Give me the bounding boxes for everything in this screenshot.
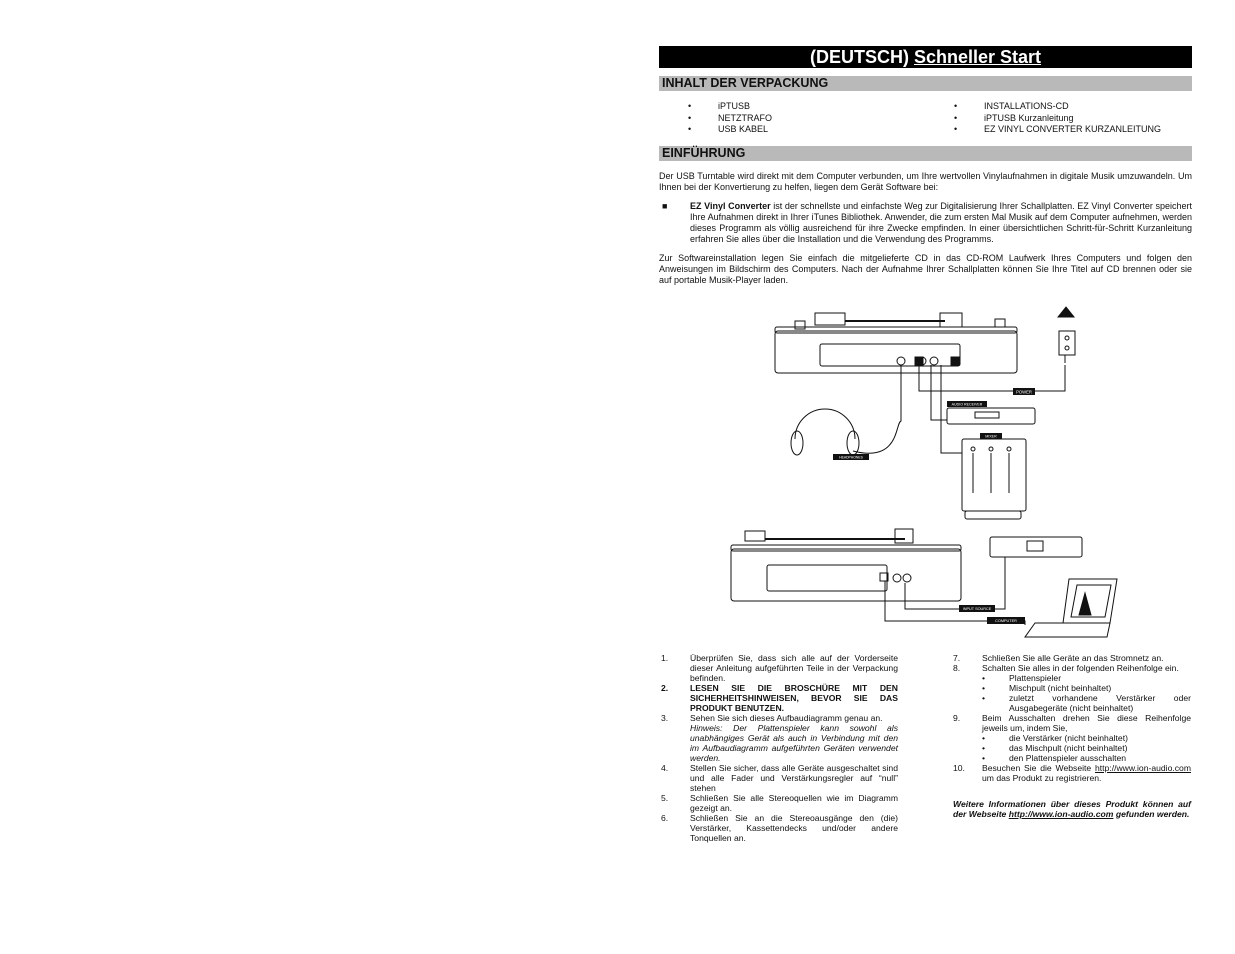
label-headphones: HEADPHONES (839, 455, 863, 460)
steps-right-column (953, 653, 1191, 819)
more-info-note: Weitere Informationen über dieses Produkt können auf der Webseite http://www.ion-audio.com gefunden werden. (953, 799, 1191, 819)
input-source-device (990, 537, 1082, 557)
contents-left-column (659, 101, 925, 136)
headphones (791, 365, 901, 455)
list-item: • USB KABEL (659, 124, 925, 136)
step-9: 9. Beim Ausschalten drehen Sie diese Reihenfolge jeweils um, indem Sie, (953, 713, 1191, 733)
ez-vinyl-text: ist der schnellste und einfachste Weg zur Digitalisierung Ihrer Schallplatten. EZ Vinyl Converter speichert Ihre Aufnahmen direkt in Ihrer iTunes Bibliothek. Anwender, die zum ersten Mal Musik auf dem Computer aufnehmen, werden dieses Programm als völlig ausreichend für ihre Zwecke empfinden. In einer übersichtlichen Schritt-für-Schritt Kurzanleitung erfahren Sie alles über die Installation und die Verwendung des Programms. (690, 200, 1193, 244)
ez-vinyl-bullet (659, 201, 1192, 245)
list-item: • iPTUSB (659, 101, 925, 113)
step-3: 3. Sehen Sie sich dieses Aufbaudiagramm genau an. Hinweis: Der Plattenspieler kann sowohl als unabhängiges Gerät als auch in Verbindung mit den im Aufbaudiagramm aufgeführten Geräten verwendet werden. (661, 713, 898, 763)
list-item: • Plattenspieler (953, 673, 1191, 683)
list-item: • iPTUSB Kurzanleitung (925, 113, 1191, 125)
step-8: 8. Schalten Sie alles in der folgenden Reihenfolge ein. (953, 663, 1179, 673)
list-item: • Mischpult (nicht beinhaltet) (953, 683, 1191, 693)
power-outlet (919, 307, 1075, 391)
list-item: • zuletzt vorhandene Verstärker oder Ausgabegeräte (nicht beinhaltet) (953, 693, 1191, 713)
setup-diagram (725, 303, 1195, 638)
step-5: 5. Schließen Sie alle Stereoquellen wie im Diagramm gezeigt an. (661, 793, 898, 813)
label-computer: COMPUTER (995, 619, 1017, 623)
label-input-source: INPUT SOURCE (962, 607, 992, 611)
ez-vinyl-title: EZ Vinyl Converter (690, 200, 771, 211)
list-item: • NETZTRAFO (659, 113, 925, 125)
step-6: 6. Schließen Sie an die Stereoausgänge den (die) Verstärker, Kassettendecks und/oder andere Tonquellen an. (661, 813, 898, 843)
section-heading-contents: INHALT DER VERPACKUNG (659, 76, 1192, 91)
label-power: POWER (1016, 389, 1032, 395)
step-3-note: Hinweis: Der Plattenspieler kann sowohl als unabhängiges Gerät als auch in Verbindung mit den im Aufbaudiagramm aufgeführten Geräten verwendet werden. (690, 723, 898, 763)
manual-page (659, 46, 1192, 295)
list-item: • EZ VINYL CONVERTER KURZANLEITUNG (925, 124, 1191, 136)
intro-paragraph: Der USB Turntable wird direkt mit dem Computer verbunden, um Ihre wertvollen Vinylaufnahmen in digitale Musik umzuwandeln. Um Ihnen bei der Konvertierung zu helfen, liegen dem Gerät Software bei: (659, 170, 1192, 192)
list-item: • das Mischpult (nicht beinhaltet) (953, 743, 1191, 753)
step-10: 10. Besuchen Sie die Webseite http://www.ion-audio.com um das Produkt zu registrieren. (953, 763, 1191, 783)
laptop (1025, 579, 1117, 637)
contents-right-column (925, 101, 1191, 136)
install-paragraph: Zur Softwareinstallation legen Sie einfach die mitgelieferte CD in das CD-ROM Laufwerk Ihres Computers und folgen den Anweisungen im Bildschirm des Computers. Nach der Aufnahme Ihrer Schallplatten können Sie Ihre Titel auf CD brennen oder sie auf portable Musik-Player laden. (659, 252, 1192, 285)
turntable-top (775, 313, 1017, 373)
website-link[interactable]: http://www.ion-audio.com (1094, 763, 1191, 773)
steps-left-column (661, 653, 898, 843)
title-main: Schneller Start (913, 47, 1042, 67)
label-audio-receiver: AUDIO RECEIVER (951, 402, 983, 407)
list-item: • die Verstärker (nicht beinhaltet) (953, 733, 1191, 743)
list-item: • den Plattenspieler ausschalten (953, 753, 1191, 763)
more-info-link[interactable]: http://www.ion-audio.com (1008, 809, 1114, 819)
title-language: (DEUTSCH) (809, 47, 909, 67)
contents-list (659, 101, 1192, 136)
step-2: 2. LESEN SIE DIE BROSCHÜRE MIT DEN SICHERHEITSHINWEISEN, BEVOR SIE DAS PRODUKT BENUTZEN. (661, 683, 898, 713)
step-1: 1. Überprüfen Sie, dass sich alle auf der Vorderseite dieser Anleitung aufgeführten Teile in der Verpackung befinden. (661, 653, 898, 683)
page-title (659, 46, 1192, 68)
label-mixer: MIXER (985, 434, 997, 439)
step-4: 4. Stellen Sie sicher, dass alle Geräte ausgeschaltet sind und alle Fader und Verstärkungsregler auf “null” stehen (661, 763, 898, 793)
step-7: 7. Schließen Sie alle Geräte an das Stromnetz an. (953, 653, 1164, 663)
square-bullet-icon: ■ (662, 200, 668, 211)
list-item: • INSTALLATIONS-CD (925, 101, 1191, 113)
turntable-bottom (731, 529, 961, 601)
section-heading-intro: EINFÜHRUNG (659, 146, 1192, 161)
